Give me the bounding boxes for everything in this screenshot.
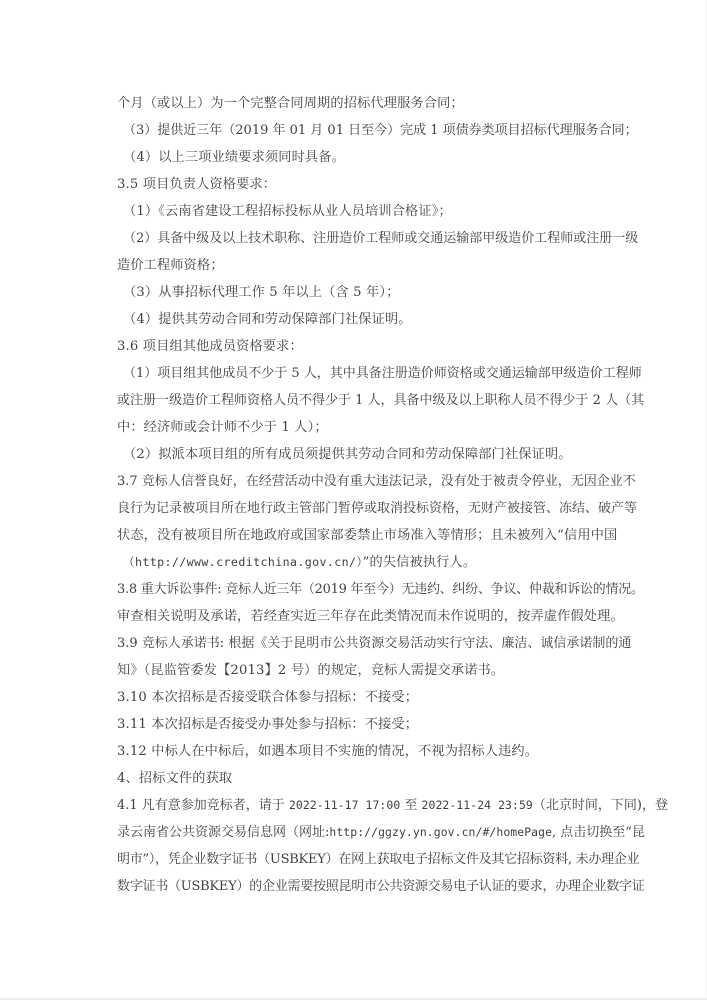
start-datetime: 2022-11-17 17:00 xyxy=(288,798,401,812)
ggzy-url-text: http://ggzy.yn.gov.cn/#/homePage xyxy=(329,825,553,839)
text-fragment: （北京时间，下同)，登 xyxy=(532,798,668,813)
text-line: （1）《云南省建设工程招标投标从业人员培训合格证》； xyxy=(123,204,452,219)
text-line: 个月（或以上）为一个完整合同周期的招标代理服务合同； xyxy=(117,96,464,111)
text-line: 3.8 重大诉讼事件: 竞标人近三年（2019 年至今）无违约、纠纷、争议、仲裁和诉讼的情况。 xyxy=(117,582,644,597)
text-line: 状态，没有被项目所在地政府或国家部委禁止市场准入等情形；且未被列入“信用中国 xyxy=(117,528,618,543)
text-line: （2）拟派本项目组的所有成员须提供其劳动合同和劳动保障部门社保证明。 xyxy=(123,447,572,462)
text-line-submission-window xyxy=(117,792,668,819)
text-fragment: , 点击切换至“昆 xyxy=(552,825,645,840)
text-fragment: ”的失信被执行人。 xyxy=(362,555,477,570)
text-line: 良行为记录被项目所在地行政主管部门暂停或取消投标资格，无财产被接管、冻结、破产等 xyxy=(117,501,638,516)
text-line: 3.7 竞标人信誉良好，在经营活动中没有重大违法记录，没有处于被责令停业，无因企业不 xyxy=(117,474,636,489)
text-line: 知》（昆监管委发【2013】2 号）的规定，竞标人需提交承诺书。 xyxy=(117,663,505,678)
text-line: 或注册一级造价工程师资格人员不得少于 1 人，具备中级及以上职称人员不得少于 2 人（其 xyxy=(117,393,645,408)
text-line: 造价工程师资格； xyxy=(117,258,224,273)
text-line: 3.6 项目组其他成员资格要求： xyxy=(117,339,303,354)
text-line: 3.5 项目负责人资格要求： xyxy=(117,177,277,192)
text-line: 中：经济师或会计师不少于 1 人）； xyxy=(117,420,328,435)
text-line: （3）从事招标代理工作 5 年以上（含 5 年）； xyxy=(123,285,400,300)
document-text-body xyxy=(117,90,668,900)
text-line: （4）提供其劳动合同和劳动保障部门社保证明。 xyxy=(123,312,412,327)
text-line: 3.12 中标人在中标后，如遇本项目不实施的情况，不视为招标人违约。 xyxy=(117,744,539,759)
text-line: 3.11 本次招标是否接受办事处参与招标：不接受； xyxy=(117,717,419,732)
creditchina-url-text: （http://www.creditchina.gov.cn/） xyxy=(123,555,363,569)
text-line: （2）具备中级及以上技术职称、注册造价工程师或交通运输部甲级造价工程师或注册一级 xyxy=(123,231,639,246)
text-line: （1）项目组其他成员不少于 5 人，其中具备注册造价师资格或交通运输部甲级造价工程师 xyxy=(123,366,642,381)
text-line: 3.10 本次招标是否接受联合体参与招标：不接受； xyxy=(117,690,419,705)
section-heading-4: 4、招标文件的获取 xyxy=(117,771,233,786)
text-line: 数字证书（USBKEY）的企业需要按照昆明市公共资源交易电子认证的要求，办理企业数字证 xyxy=(117,879,645,894)
text-fragment: 4.1 凡有意参加竞标者，请于 xyxy=(117,798,289,813)
text-fragment: 录云南省公共资源交易信息网（网址: xyxy=(117,825,330,840)
text-line-url-creditchina xyxy=(117,549,595,576)
text-fragment: 至 xyxy=(400,798,422,813)
text-line: 3.9 竞标人承诺书: 根据《关于昆明市公共资源交易活动实行守法、廉洁、诚信承诺制的通 xyxy=(117,636,632,651)
text-line-url-ggzy xyxy=(117,819,645,846)
text-line: （4）以上三项业绩要求须同时具备。 xyxy=(123,150,345,165)
end-datetime: 2022-11-24 23:59 xyxy=(421,798,533,812)
text-line: （3）提供近三年（2019 年 01 月 01 日至今）完成 1 项债券类项目招标代理服务合同； xyxy=(123,123,638,138)
text-line: 审查相关说明及承诺，若经查实近三年存在此类情况而未作说明的，按弄虚作假处理。 xyxy=(117,609,624,624)
text-line: 明市”），凭企业数字证书（USBKEY）在网上获取电子招标文件及其它招标资料, 未办理企业 xyxy=(117,852,640,867)
